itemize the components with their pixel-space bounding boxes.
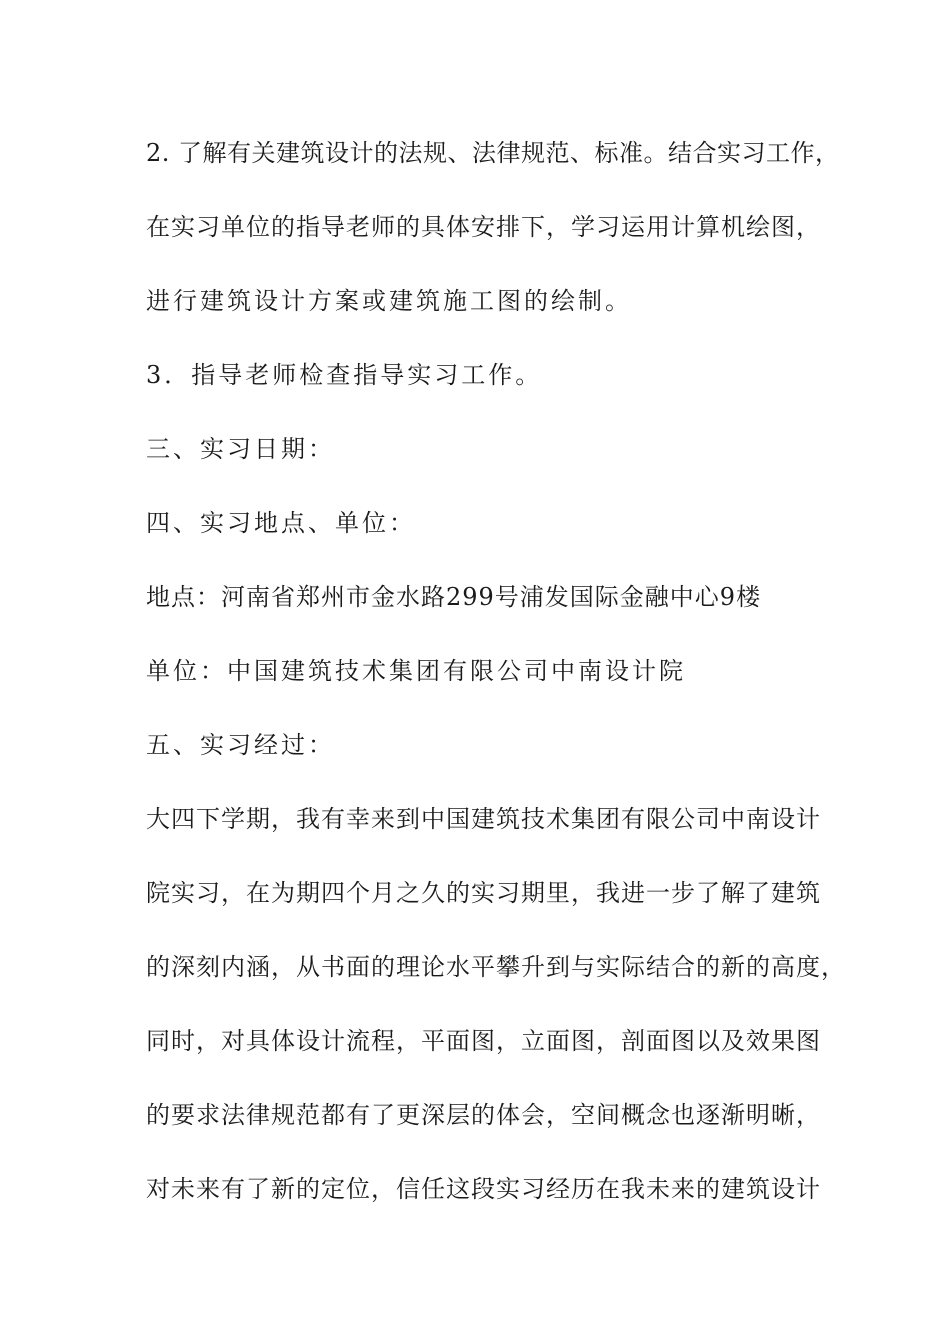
paragraph-line: 院实习，在为期四个月之久的实习期里，我进一步了解了建筑 xyxy=(146,879,821,907)
list-item-line: 3．指导老师检查指导实习工作。 xyxy=(146,361,543,389)
paragraph-line: 在实习单位的指导老师的具体安排下，学习运用计算机绘图， xyxy=(146,213,821,241)
paragraph-line: 的要求法律规范都有了更深层的体会，空间概念也逐渐明晰， xyxy=(146,1101,821,1129)
section-heading: 五、实习经过： xyxy=(146,731,335,759)
section-heading: 三、实习日期： xyxy=(146,435,335,463)
paragraph-line: 大四下学期，我有幸来到中国建筑技术集团有限公司中南设计 xyxy=(146,805,821,833)
paragraph-line: 进行建筑设计方案或建筑施工图的绘制。 xyxy=(146,287,632,315)
paragraph-line: 的深刻内涵，从书面的理论水平攀升到与实际结合的新的高度， xyxy=(146,953,846,981)
unit-line: 单位：中国建筑技术集团有限公司中南设计院 xyxy=(146,657,686,685)
section-heading: 四、实习地点、单位： xyxy=(146,509,416,537)
document-body xyxy=(146,130,846,1240)
paragraph-line: 2. 了解有关建筑设计的法规、法律规范、标准。结合实习工作， xyxy=(146,139,840,167)
paragraph-line: 同时，对具体设计流程，平面图，立面图，剖面图以及效果图 xyxy=(146,1027,821,1055)
location-line: 地点：河南省郑州市金水路299号浦发国际金融中心9楼 xyxy=(146,583,762,611)
paragraph-line: 对未来有了新的定位，信任这段实习经历在我未来的建筑设计 xyxy=(146,1175,821,1203)
